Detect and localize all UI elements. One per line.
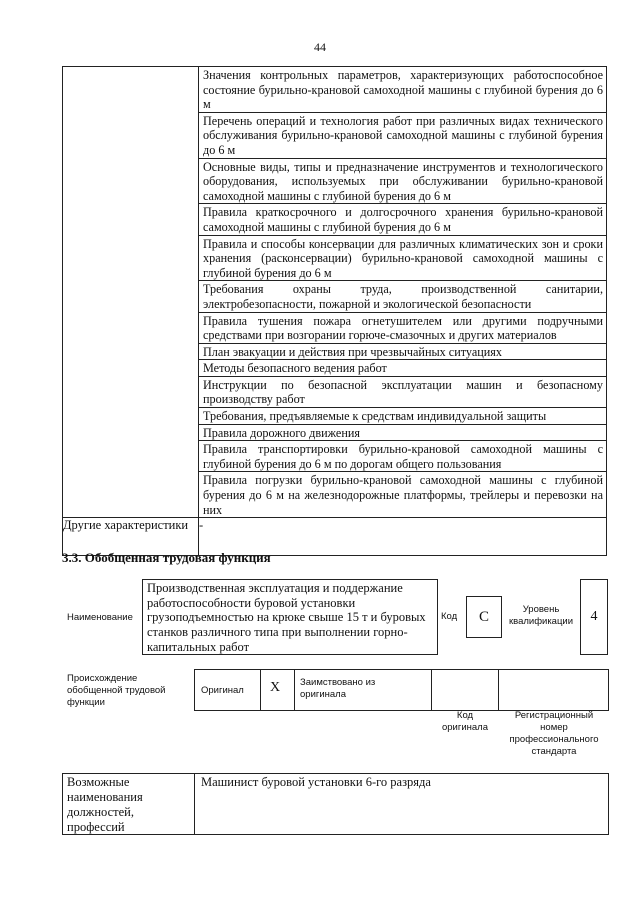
requirement-item: План эвакуации и действия при чрезвычайных ситуациях [199,344,606,361]
requirement-item: Методы безопасного ведения работ [199,360,606,377]
professions-value: Машинист буровой установки 6-го разряда [201,775,431,789]
requirement-item: Правила транспортировки бурильно-крановой самоходной машины с глубиной бурения до 6 м по дорогам общего пользования [199,441,606,472]
other-characteristics-value: - [199,518,607,556]
code-original-label: Код оригинала [441,710,488,733]
origin-row [194,669,609,711]
section-title: 3.3. Обобщенная трудовая функция [62,550,271,565]
page-number: 44 [314,40,326,54]
original-label-cell [195,670,261,710]
requirement-item: Значения контрольных параметров, характеризующих работоспособное состояние бурильно-крановой самоходной машины с глубиной бурения до 6 м [199,67,606,113]
borrowed-label: Заимствовано из оригинала [300,677,376,700]
code-value: С [466,596,502,638]
requirements-label-cell [63,67,199,518]
origin-label: Происхождение обобщенной трудовой функции [67,673,166,708]
borrowed-label-cell [295,670,432,710]
requirement-item: Требования, предъявляемые к средствам индивидуальной защиты [199,408,606,425]
other-characteristics-label: Другие характеристики [63,518,199,556]
requirement-item: Перечень операций и технология работ при различных видах технического обслуживания бурильно-крановой самоходной машины с глубиной бурения до 6 м [199,113,606,159]
original-mark-cell [261,670,295,710]
requirement-item: Правила дорожного движения [199,425,606,442]
requirements-table [62,66,607,556]
level-label: Уровень квалификации [508,604,574,627]
professions-table [62,773,609,835]
requirement-item: Правила краткосрочного и долгосрочного хранения бурильно-крановой самоходной машины с глубиной бурения до 6 м [199,204,606,235]
requirement-item: Основные виды, типы и предназначение инструментов и технологического оборудования, используемых при обслуживании бурильно-крановой самоходной машины с глубиной бурения до 6 м [199,159,606,205]
requirements-list [199,67,607,518]
requirement-item: Требования охраны труда, производственной санитарии, электробезопасности, пожарной и экологической безопасности [199,281,606,312]
reg-number-cell [499,670,608,710]
professions-label: Возможные наименования должностей, профессий [63,774,195,834]
original-mark: X [270,680,281,695]
level-value: 4 [580,579,608,655]
requirement-item: Правила погрузки бурильно-крановой самоходной машины с глубиной бурения до 6 м на железнодорожные платформы, трейлеры и перевозки на них [203,473,603,517]
code-original-cell [432,670,499,710]
code-label: Код [441,611,458,622]
reg-number-label: Регистрационный номер профессионального стандарта [509,710,599,757]
function-name-box: Производственная эксплуатация и поддержание работоспособности буровой установки грузоподъемностью на крюке свыше 15 т и буровых станков различного типа при выполнении горно-капитальных работ [142,579,438,655]
requirement-item: Правила и способы консервации для различных климатических зон и сроки хранения (расконсервации) бурильно-крановой самоходной машины с глубиной бурения до 6 м [199,236,606,282]
requirement-item: Правила тушения пожара огнетушителем или другими подручными средствами при возгорании горюче-смазочных и других материалов [199,313,606,344]
name-label: Наименование [67,612,133,623]
requirement-item: Инструкции по безопасной эксплуатации машин и безопасному производству работ [199,377,606,408]
original-label: Оригинал [201,685,244,696]
